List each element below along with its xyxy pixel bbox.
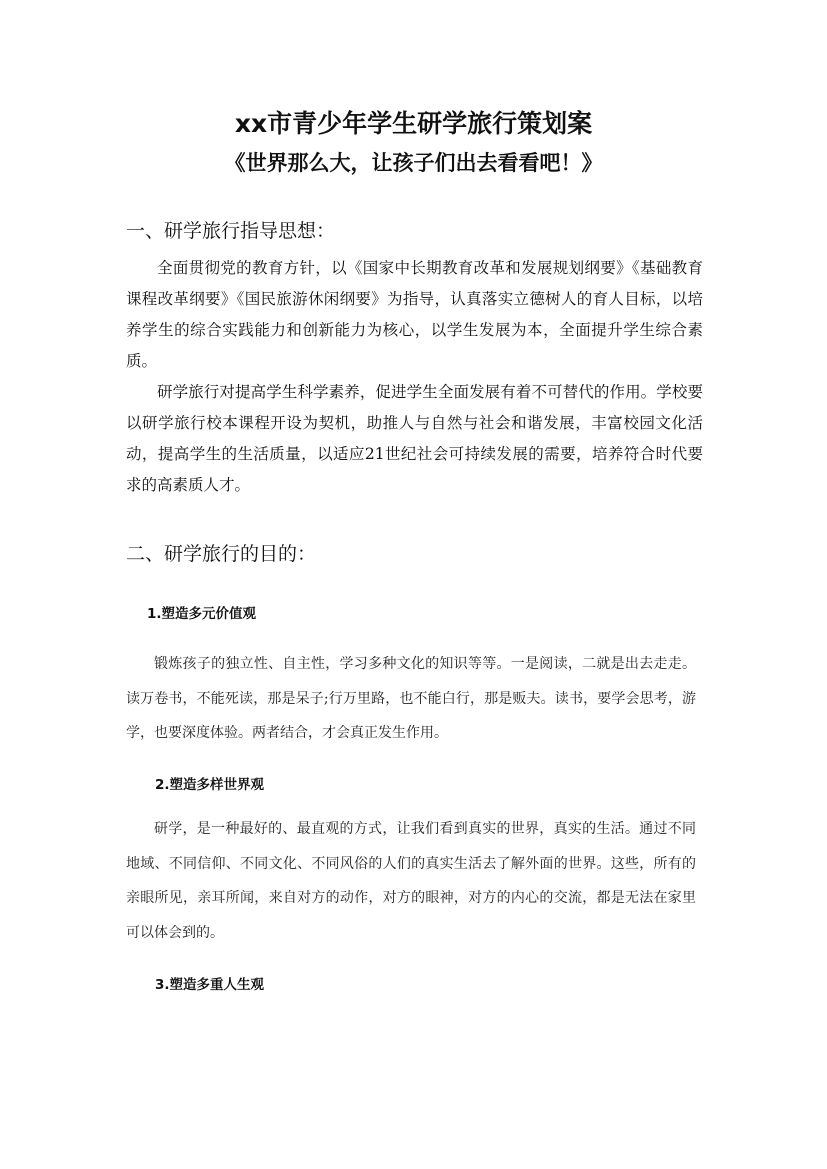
paragraph-values: 锻炼孩子的独立性、自主性，学习多种文化的知识等等。一是阅读，二就是出去走走。读万卷书，不能死读，那是呆子;行万里路，也不能白行，那是贩夫。读书，要学会思考，游学，也要深度体验。两者结合，才会真正发生作用。 xyxy=(126,656,696,741)
subsection-heading-worldview: 2.塑造多样世界观 xyxy=(155,777,265,793)
subsection-heading-life-outlook: 3.塑造多重人生观 xyxy=(155,977,265,993)
document-title: xx市青少年学生研学旅行策划案 xyxy=(234,109,593,138)
document-subtitle: 《世界那么大，让孩子们出去看看吧！》 xyxy=(224,150,603,175)
section-heading-guiding-ideology: 一、研学旅行指导思想： xyxy=(126,220,336,242)
section-heading-purpose: 二、研学旅行的目的： xyxy=(126,543,317,565)
paragraph-guiding-ideology-2: 研学旅行对提高学生科学素养，促进学生全面发展有着不可替代的作用。学校要以研学旅行校本课程开设为契机，助推人与自然与社会和谐发展，丰富校园文化活动，提高学生的生活质量，以适应21世纪社会可持续发展的需要，培养符合时代要求的高素质人才。 xyxy=(126,383,703,494)
paragraph-guiding-ideology-1: 全面贯彻党的教育方针，以《国家中长期教育改革和发展规划纲要》《基础教育课程改革纲要》《国民旅游休闲纲要》为指导，认真落实立德树人的育人目标，以培养学生的综合实践能力和创新能力为核心，以学生发展为本，全面提升学生综合素质。 xyxy=(126,259,703,370)
subsection-heading-values: 1.塑造多元价值观 xyxy=(147,606,257,622)
paragraph-worldview: 研学，是一种最好的、最直观的方式，让我们看到真实的世界，真实的生活。通过不同地域、不同信仰、不同文化、不同风俗的人们的真实生活去了解外面的世界。这些，所有的亲眼所见，亲耳所闻，来自对方的动作，对方的眼神，对方的内心的交流，都是无法在家里可以体会到的。 xyxy=(126,821,696,941)
